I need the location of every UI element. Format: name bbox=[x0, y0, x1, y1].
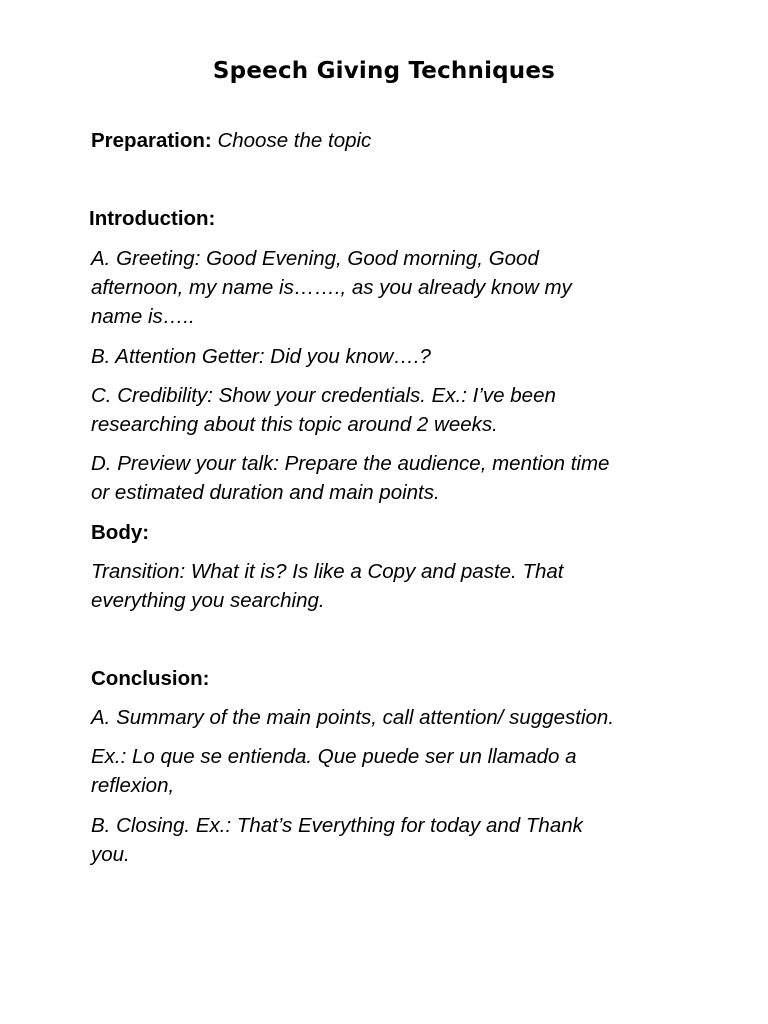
transition-line-2: everything you searching. bbox=[91, 589, 325, 612]
preparation-label: Preparation: bbox=[91, 129, 212, 152]
document-title: Speech Giving Techniques bbox=[212, 58, 556, 84]
body-heading: Body: bbox=[91, 521, 150, 544]
closing-line-1: B. Closing. Ex.: That’s Everything for today and Thank bbox=[91, 814, 583, 837]
greeting-line-1: A. Greeting: Good Evening, Good morning, Good bbox=[91, 247, 539, 270]
preview-line-1: D. Preview your talk: Prepare the audience, mention time bbox=[91, 452, 610, 475]
credibility-line-2: researching about this topic around 2 weeks. bbox=[91, 413, 498, 436]
summary-line: A. Summary of the main points, call attention/ suggestion. bbox=[91, 706, 615, 729]
greeting-line-2: afternoon, my name is……., as you already know my bbox=[91, 276, 572, 299]
attention-getter-line: B. Attention Getter: Did you know….? bbox=[91, 345, 431, 368]
example-line-1: Ex.: Lo que se entienda. Que puede ser un llamado a bbox=[91, 745, 577, 768]
greeting-line-3: name is….. bbox=[91, 305, 195, 328]
preview-line-2: or estimated duration and main points. bbox=[91, 481, 440, 504]
closing-line-2: you. bbox=[91, 843, 130, 866]
credibility-line-1: C. Credibility: Show your credentials. Ex.: I’ve been bbox=[91, 384, 556, 407]
example-line-2: reflexion, bbox=[91, 774, 175, 797]
preparation-text: Choose the topic bbox=[217, 129, 372, 152]
transition-line-1: Transition: What it is? Is like a Copy and paste. That bbox=[91, 560, 564, 583]
introduction-heading: Introduction: bbox=[89, 207, 216, 230]
conclusion-heading: Conclusion: bbox=[91, 667, 210, 690]
preparation-line bbox=[91, 126, 691, 156]
